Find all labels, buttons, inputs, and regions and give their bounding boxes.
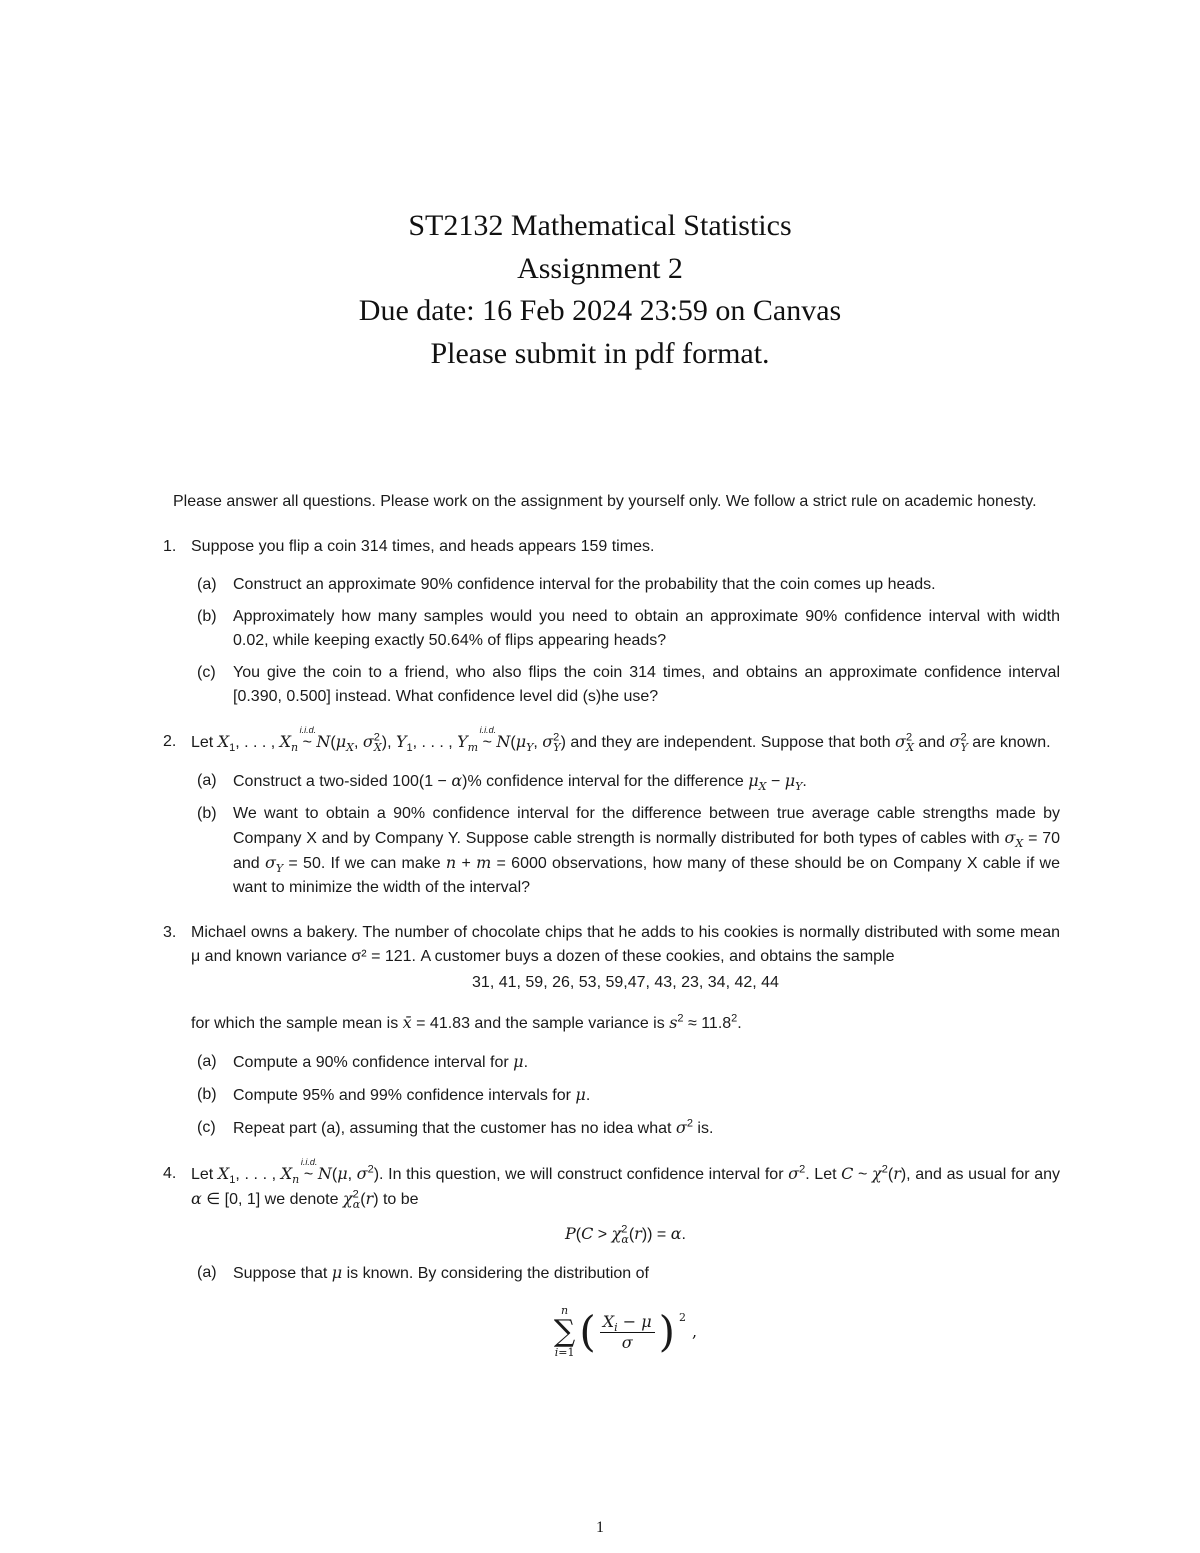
question-text: Let $X_1$, . . . , $X_n$ i.i.d. ~ N(μ, $\sigma^2$). In this question, we will construct confidence interval for $\sigma^2$. Let C ~ $\chi^2(r)$, and as usual for any α ∈ [0, 1] we denote $\chi^2_\alpha(r)$ to be: [191, 1157, 1061, 1212]
sum-expression: n ∑ i=1 ( $\frac{X_i - \mu}{\sigma}$ ) $^2$ ,: [553, 1304, 698, 1359]
part-a: [191, 769, 1060, 794]
question-number: 3.: [163, 924, 177, 941]
part-text: Construct a two-sided 100(1 − α)% confidence interval for the difference $\mu_X - \mu_Y$.: [233, 771, 807, 794]
question-number: 1.: [163, 538, 177, 555]
part-a: [191, 573, 1060, 597]
due-date: Due date: 16 Feb 2024 23:59 on Canvas: [358, 294, 842, 327]
part-label: (b): [197, 805, 217, 822]
part-label: (b): [197, 608, 217, 625]
question-text: Michael owns a bakery. The number of chocolate chips that he adds to his cookies is normally distributed with some mean μ and known variance σ² = 121. A customer buys a dozen of these cookies, and obtains the sample: [191, 924, 1060, 965]
part-text: Repeat part (a), assuming that the customer has no idea what $\sigma^2$ is.: [233, 1117, 714, 1137]
document-body: [143, 490, 1060, 1373]
standardized-fraction: $\frac{X_i - \mu}{\sigma}$: [600, 1312, 655, 1353]
question-parts: [191, 1050, 1060, 1141]
part-label: (c): [197, 664, 216, 681]
part-c: [191, 661, 1060, 709]
part-label: (b): [197, 1086, 217, 1103]
part-text: Approximately how many samples would you need to obtain an approximate 90% confidence interval with width 0.02, while keeping exactly 50.64% of flips appearing heads?: [233, 608, 1060, 649]
course-title: ST2132 Mathematical Statistics: [408, 209, 792, 242]
part-text: Suppose that μ is known. By considering the distribution of: [233, 1263, 649, 1282]
document-header: [0, 205, 1200, 375]
part-label: (a): [197, 1264, 217, 1281]
part-label: (a): [197, 576, 217, 593]
page-number: 1: [596, 1519, 604, 1536]
part-b: [191, 1083, 1060, 1108]
question-2: [143, 725, 1061, 900]
submission-note: Please submit in pdf format.: [430, 336, 770, 370]
part-text: We want to obtain a 90% confidence interval for the difference between true average cable strengths made by Company X and by Company Y. Suppose cable strength is normally distributed for both types of cables with $\sigma_X = 70$ and $\sigma_Y = 50$. If we can make n + m = 6000 observations, how many of these should be on Company X cable if we want to minimize the width of the interval?: [233, 805, 1061, 896]
question-number: 2.: [163, 733, 177, 750]
question-4: [143, 1157, 1061, 1359]
part-text: Compute 95% and 99% confidence intervals for μ.: [233, 1085, 591, 1104]
part-c: [191, 1116, 1060, 1141]
question-number: 4.: [163, 1165, 177, 1182]
intro-paragraph: Please answer all questions. Please work on the assignment by yourself only. We follow a strict rule on academic honesty.: [173, 493, 1037, 510]
question-parts: [191, 769, 1060, 900]
part-text: Construct an approximate 90% confidence interval for the probability that the coin comes up heads.: [233, 576, 936, 593]
question-1: [143, 535, 1060, 709]
part-a: [191, 1261, 1060, 1286]
part-b: [191, 802, 1060, 900]
summation-symbol: n ∑ i=1: [553, 1304, 576, 1359]
part-label: (a): [197, 772, 217, 789]
part-b: [191, 605, 1060, 653]
sample-values: 31, 41, 59, 26, 53, 59,47, 43, 23, 34, 42, 44: [472, 974, 779, 991]
assignment-title: Assignment 2: [517, 251, 683, 285]
question-text: Let $X_1$, . . . , $X_n$ i.i.d. ~ $N(\mu_X$, $\sigma^2_X$), $Y_1$, . . . , $Y_m$ i.i.d. ~ $N(\mu_Y$, $\sigma^2_Y$) and they are independent. Suppose that both $\sigma^2_X$ and $\sigma^2_Y$ are known.: [191, 725, 1051, 755]
chi-square-definition: $P(C > \chi^2_\alpha(r)) = \alpha$.: [565, 1223, 686, 1247]
part-text: Compute a 90% confidence interval for μ.: [233, 1052, 529, 1071]
question-text: Suppose you flip a coin 314 times, and heads appears 159 times.: [191, 538, 655, 555]
part-text: You give the coin to a friend, who also flips the coin 314 times, and obtains an approximate confidence interval [0.390, 0.500] instead. What confidence level did (s)he use?: [233, 664, 1060, 705]
sample-statistics: for which the sample mean is x̄ = 41.83 and the sample variance is $s^2 \approx 11.8^2$.: [191, 1012, 742, 1032]
question-parts: [191, 573, 1060, 709]
question-parts: [191, 1261, 1060, 1286]
part-label: (a): [197, 1053, 217, 1070]
question-3: [143, 921, 1060, 1141]
part-a: [191, 1050, 1060, 1075]
part-label: (c): [197, 1119, 216, 1136]
